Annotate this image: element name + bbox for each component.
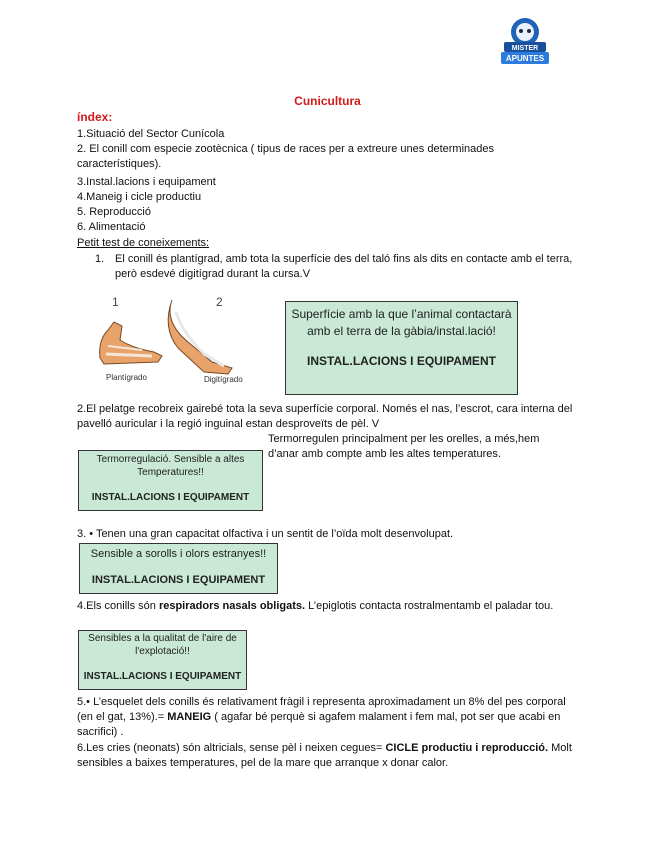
- foot-illustration: [92, 292, 277, 387]
- test-heading: Petit test de coneixements:: [77, 237, 210, 249]
- q1-text: El conill és plantígrad, amb tota la superfície des del taló fins als dits en contacte amb el terra, però esdevé digitígrad durant la cursa.V: [115, 253, 573, 280]
- q6-text-post: Molt sensibles a baixes temperatures, pel de la mare que arranque x donar calor.: [77, 742, 572, 769]
- q4-text: [77, 599, 577, 614]
- q1-number: 1.: [95, 253, 105, 265]
- note-box-tag: INSTAL.LACIONS I EQUIPAMENT: [307, 354, 496, 368]
- q5-text-bold: MANEIG: [167, 711, 212, 723]
- svg-text:MISTER: MISTER: [511, 45, 539, 52]
- index-item: 4.Maneig i cicle productiu: [77, 191, 202, 203]
- note-box-contact-surface: [285, 301, 518, 395]
- note-box-thermoregulation: [78, 450, 263, 511]
- index-item: 2. El conill com especie zootècnica ( tipus de races per a extreure unes determinades característiques).: [77, 143, 494, 170]
- q4-text-bold: respiradors nasals obligats.: [158, 600, 306, 612]
- svg-text:Plantígrado: Plantígrado: [106, 373, 147, 382]
- index-item: 5. Reproducció: [77, 206, 151, 218]
- q3-text: 3. • Tenen una gran capacitat olfactiva i un sentit de l’oïda molt desenvolupat.: [77, 528, 454, 540]
- page-title: Cunicultura: [294, 94, 361, 108]
- index-item: 6. Alimentació: [77, 221, 146, 233]
- note-box-tag: INSTAL.LACIONS I EQUIPAMENT: [91, 574, 266, 586]
- index-item: 1.Situació del Sector Cunícola: [77, 128, 225, 140]
- svg-text:2: 2: [216, 295, 223, 309]
- svg-text:Digitígrado: Digitígrado: [204, 375, 243, 384]
- index-item: 3.Instal.lacions i equipament: [77, 176, 216, 188]
- svg-text:APUNTES: APUNTES: [505, 54, 545, 63]
- note-box-noise: [79, 543, 278, 594]
- q4-text-post: L’epiglotis contacta rostralmentamb el paladar tou.: [305, 600, 554, 612]
- note-box-text: Termorregulació. Sensible a altes Temperatures!!: [96, 454, 245, 478]
- brand-logo: [500, 14, 550, 70]
- note-box-text: Superfície amb la que l’animal contactarà amb el terra de la gàbia/instal.lació!: [291, 307, 512, 338]
- q5-text: [77, 695, 577, 740]
- svg-text:1: 1: [112, 295, 119, 309]
- q2-side-note: Termorregulen principalment per les orelles, a més,hem d’anar amb compte amb les altes temperatures.: [268, 433, 540, 460]
- q5-text-pre: 5.• L’esquelet dels conills és relativament fràgil i representa aproximadament un 8% del pes corporal (en el gat, 13%).=: [77, 696, 566, 723]
- q6-text-bold: CICLE productiu i reproducció.: [385, 742, 549, 754]
- note-box-text: Sensible a sorolls i olors estranyes!!: [90, 548, 267, 560]
- q5-text-post: ( agafar bé perquè si agafem malament i fem mal, pot ser que acabi en sacrifici) .: [77, 711, 561, 738]
- q6-text: [77, 741, 577, 771]
- note-box-tag: INSTAL.LACIONS I EQUIPAMENT: [91, 492, 250, 503]
- q2-text: 2.El pelatge recobreix gairebé tota la seva superfície corporal. Només el nas, l’escrot, cara interna del pavelló auricular i la regió inguinal estan desproveïts de pèl. V: [77, 403, 573, 430]
- q6-text-pre: 6.Les cries (neonats) són altricials, sense pèl i neixen cegues=: [77, 742, 386, 754]
- note-box-tag: INSTAL.LACIONS I EQUIPAMENT: [83, 671, 242, 682]
- note-box-air-quality: [78, 630, 247, 690]
- index-heading: índex:: [77, 110, 113, 124]
- q4-text-pre: 4.Els conills són: [77, 600, 159, 612]
- note-box-text: Sensibles a la qualitat de l'aire de l'explotació!!: [88, 633, 237, 657]
